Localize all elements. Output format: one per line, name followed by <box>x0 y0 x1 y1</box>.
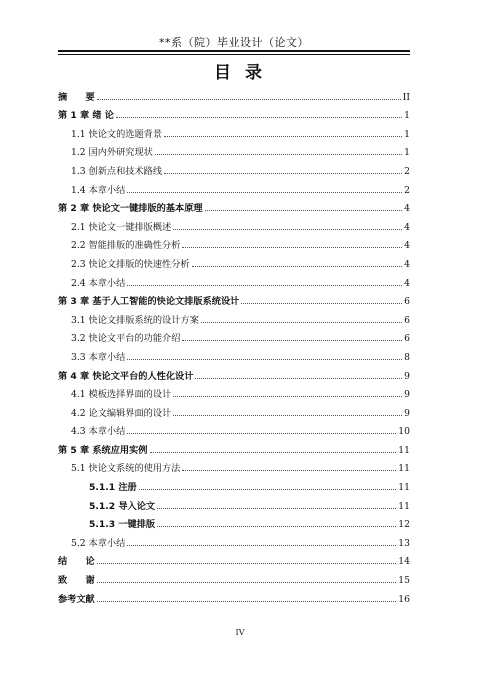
toc-entry[interactable] <box>58 177 410 196</box>
toc-entry[interactable] <box>58 456 410 475</box>
toc-entry-text: 5.1.1 注册 <box>89 482 137 494</box>
toc-entry-text: 第 3 章 基于人工智能的快论文排版系统设计 <box>58 296 240 308</box>
toc-entry[interactable] <box>58 84 410 103</box>
toc-entry-text: 摘 要 <box>58 91 95 103</box>
toc-entry-page: 9 <box>404 389 410 401</box>
running-header: **系（院）毕业设计（论文） <box>159 36 309 49</box>
toc-entry-text: 第 4 章 快论文平台的人性化设计 <box>58 370 194 382</box>
toc-entry-page: 12 <box>398 519 410 531</box>
toc-entry-text: 3.3 本章小结 <box>71 351 126 363</box>
toc-entry[interactable] <box>58 512 410 531</box>
toc-entry[interactable] <box>58 214 410 233</box>
dot-leader <box>157 526 396 527</box>
toc-entry-page: II <box>402 91 410 103</box>
toc-entry-page: 14 <box>398 556 410 568</box>
dot-leader <box>173 415 402 416</box>
toc-entry-page: 4 <box>404 258 410 270</box>
toc-entry[interactable] <box>58 549 410 568</box>
toc-entry[interactable] <box>58 344 410 363</box>
dot-leader <box>201 322 402 323</box>
toc-entry[interactable] <box>58 586 410 605</box>
toc-entry[interactable] <box>58 140 410 159</box>
toc-entry-page: 2 <box>404 184 410 196</box>
toc-entry[interactable] <box>58 270 410 289</box>
toc-entry-text: 2.4 本章小结 <box>71 277 126 289</box>
toc-entry-text: 第 1 章 绪 论 <box>58 110 114 122</box>
toc-entry-text: 3.2 快论文平台的功能介绍 <box>71 333 181 345</box>
toc-entry-page: 2 <box>404 165 410 177</box>
toc-entry-page: 10 <box>398 426 410 438</box>
toc-entry-page: 11 <box>398 463 410 475</box>
toc-entry-text: 2.3 快论文排版的快速性分析 <box>71 258 190 270</box>
dot-leader <box>173 396 402 397</box>
dot-leader <box>127 433 396 434</box>
page-number: IV <box>235 628 245 637</box>
toc-entry-page: 1 <box>404 147 410 159</box>
toc-entry-text: 2.2 智能排版的准确性分析 <box>71 240 181 252</box>
toc-entry-text: 1.2 国内外研究现状 <box>71 147 153 159</box>
toc-entry-page: 4 <box>404 203 410 215</box>
dot-leader <box>173 229 402 230</box>
dot-leader <box>192 266 403 267</box>
table-of-contents <box>58 84 410 605</box>
toc-entry[interactable] <box>58 530 410 549</box>
dot-leader <box>127 359 402 360</box>
toc-entry-page: 9 <box>404 370 410 382</box>
toc-entry-page: 11 <box>398 500 410 512</box>
dot-leader <box>139 489 397 490</box>
dot-leader <box>182 340 402 341</box>
dot-leader <box>127 285 402 286</box>
toc-entry-page: 11 <box>398 482 410 494</box>
toc-entry[interactable] <box>58 196 410 215</box>
toc-entry[interactable] <box>58 567 410 586</box>
toc-entry-page: 6 <box>404 333 410 345</box>
dot-leader <box>164 136 402 137</box>
dot-leader <box>164 173 402 174</box>
toc-entry-text: 第 5 章 系统应用实例 <box>58 444 148 456</box>
toc-entry-text: 1.1 快论文的选题背景 <box>71 128 163 140</box>
toc-entry-page: 15 <box>398 575 410 587</box>
dot-leader <box>97 601 397 602</box>
toc-entry-text: 1.4 本章小结 <box>71 184 126 196</box>
toc-entry-text: 致 谢 <box>58 575 95 587</box>
header-rule-thin <box>58 54 410 55</box>
toc-entry-page: 4 <box>404 221 410 233</box>
toc-entry[interactable] <box>58 158 410 177</box>
toc-entry-page: 11 <box>398 444 410 456</box>
toc-entry-page: 1 <box>404 110 410 122</box>
toc-entry[interactable] <box>58 103 410 122</box>
dot-leader <box>150 452 397 453</box>
toc-title: 目 录 <box>214 63 266 83</box>
toc-entry-text: 5.1.2 导入论文 <box>89 500 156 512</box>
toc-entry-page: 4 <box>404 277 410 289</box>
dot-leader <box>182 247 402 248</box>
toc-entry-page: 4 <box>404 240 410 252</box>
toc-entry-page: 6 <box>404 296 410 308</box>
toc-entry-text: 第 2 章 快论文一键排版的基本原理 <box>58 203 203 215</box>
toc-entry-text: 参考文献 <box>58 593 95 605</box>
dot-leader <box>116 117 402 118</box>
toc-entry-text: 1.3 创新点和技术路线 <box>71 165 163 177</box>
toc-entry[interactable] <box>58 493 410 512</box>
toc-entry[interactable] <box>58 419 410 438</box>
toc-entry[interactable] <box>58 289 410 308</box>
dot-leader <box>97 99 401 100</box>
toc-entry-text: 3.1 快论文排版系统的设计方案 <box>71 314 199 326</box>
toc-entry-text: 5.2 本章小结 <box>71 537 126 549</box>
toc-entry[interactable] <box>58 474 410 493</box>
toc-entry[interactable] <box>58 121 410 140</box>
header-rule-thick <box>58 50 410 52</box>
toc-entry-page: 1 <box>404 128 410 140</box>
toc-entry-text: 5.1 快论文系统的使用方法 <box>71 463 181 475</box>
toc-entry-page: 9 <box>404 407 410 419</box>
toc-entry[interactable] <box>58 363 410 382</box>
toc-entry-text: 4.3 本章小结 <box>71 426 126 438</box>
toc-entry[interactable] <box>58 233 410 252</box>
toc-entry[interactable] <box>58 251 410 270</box>
toc-entry-text: 结 论 <box>58 556 95 568</box>
toc-entry-text: 4.1 模板选择界面的设计 <box>71 389 172 401</box>
toc-entry-page: 6 <box>404 314 410 326</box>
dot-leader <box>182 470 396 471</box>
dot-leader <box>127 192 402 193</box>
dot-leader <box>97 582 397 583</box>
toc-entry-page: 13 <box>398 537 410 549</box>
toc-entry-page: 8 <box>404 351 410 363</box>
dot-leader <box>157 508 396 509</box>
toc-entry-text: 2.1 快论文一键排版概述 <box>71 221 172 233</box>
toc-entry[interactable] <box>58 307 410 326</box>
toc-entry[interactable] <box>58 382 410 401</box>
toc-entry-page: 16 <box>398 593 410 605</box>
toc-entry[interactable] <box>58 326 410 345</box>
dot-leader <box>195 378 402 379</box>
toc-entry[interactable] <box>58 400 410 419</box>
dot-leader <box>97 563 397 564</box>
dot-leader <box>205 210 403 211</box>
toc-entry-text: 5.1.3 一键排版 <box>89 519 156 531</box>
dot-leader <box>241 303 402 304</box>
toc-entry[interactable] <box>58 437 410 456</box>
toc-entry-text: 4.2 论文编辑界面的设计 <box>71 407 172 419</box>
dot-leader <box>127 545 396 546</box>
dot-leader <box>155 154 402 155</box>
